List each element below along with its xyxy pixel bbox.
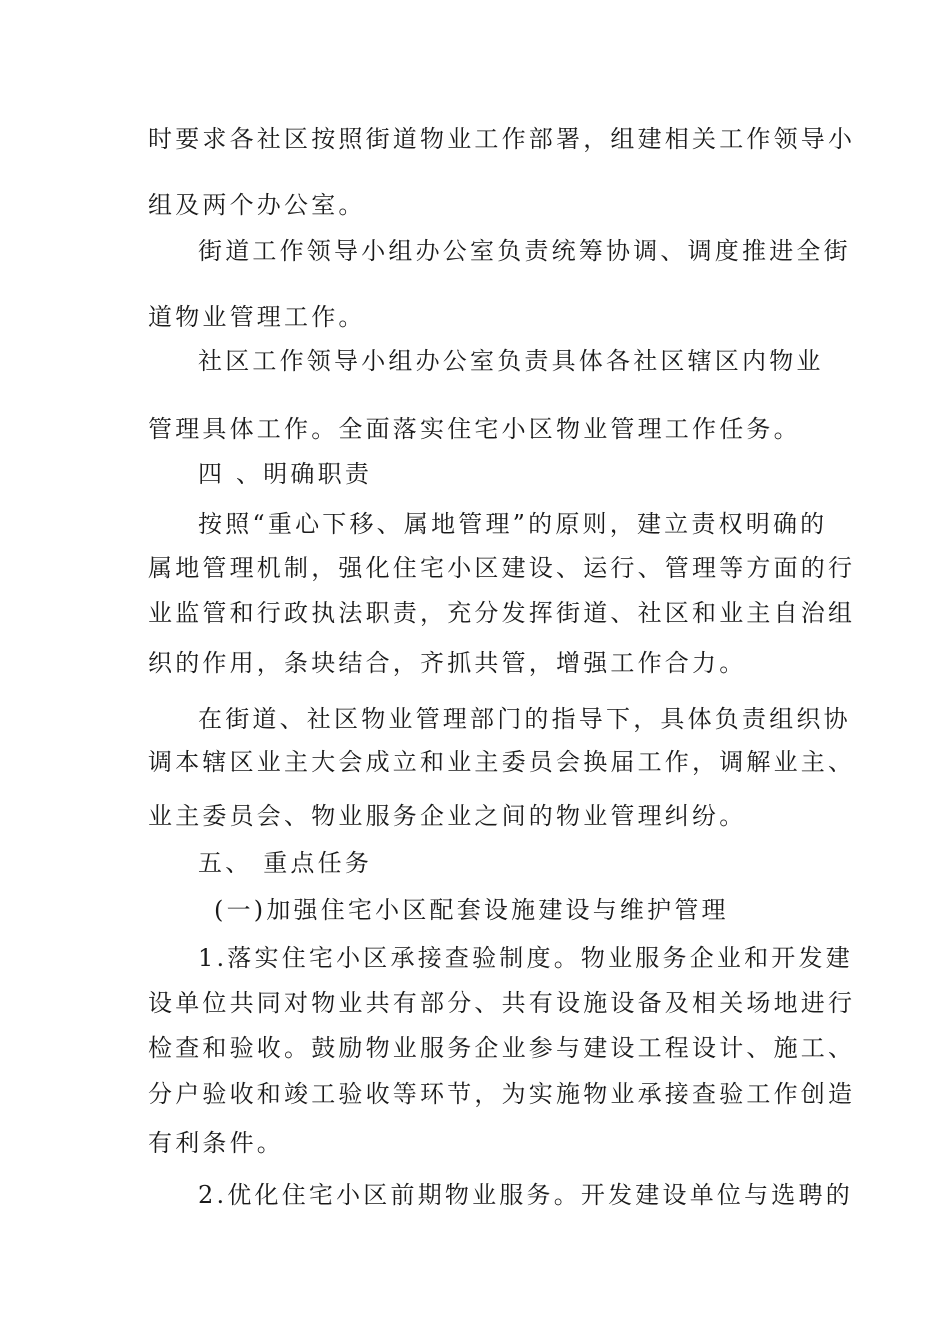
text-line: 业监管和行政执法职责，充分发挥街道、社区和业主自治组	[148, 599, 856, 627]
section-heading: 五、 重点任务	[198, 849, 373, 877]
section-heading: 四 、明确职责	[198, 460, 373, 488]
text-line: 设单位共同对物业共有部分、共有设施设备及相关场地进行	[148, 989, 856, 1017]
text-line: 1.落实住宅小区承接查验制度。物业服务企业和开发建	[198, 944, 853, 972]
text-line: 调本辖区业主大会成立和业主委员会换届工作，调解业主、	[148, 748, 856, 776]
text-line: 道物业管理工作。	[148, 303, 366, 331]
text-line: 街道工作领导小组办公室负责统筹协调、调度推进全街	[198, 237, 851, 265]
text-line: 2.优化住宅小区前期物业服务。开发建设单位与选聘的	[198, 1181, 853, 1209]
text-line: 管理具体工作。全面落实住宅小区物业管理工作任务。	[148, 415, 801, 443]
text-line: 检查和验收。鼓励物业服务企业参与建设工程设计、施工、	[148, 1034, 856, 1062]
text-line: 时要求各社区按照街道物业工作部署，组建相关工作领导小	[148, 125, 856, 153]
text-line: 组及两个办公室。	[148, 191, 366, 219]
text-line: 业主委员会、物业服务企业之间的物业管理纠纷。	[148, 802, 747, 830]
text-line: 分户验收和竣工验收等环节，为实施物业承接查验工作创造	[148, 1080, 856, 1108]
subsection-heading: (一)加强住宅小区配套设施建设与维护管理	[214, 896, 729, 924]
text-line: 有利条件。	[148, 1129, 284, 1157]
text-line: 按照“重心下移、属地管理”的原则，建立责权明确的	[198, 510, 828, 538]
text-line: 在街道、社区物业管理部门的指导下，具体负责组织协	[198, 705, 851, 733]
text-line: 社区工作领导小组办公室负责具体各社区辖区内物业	[198, 347, 824, 375]
text-line: 织的作用，条块结合，齐抓共管，增强工作合力。	[148, 649, 747, 677]
text-line: 属地管理机制，强化住宅小区建设、运行、管理等方面的行	[148, 554, 856, 582]
